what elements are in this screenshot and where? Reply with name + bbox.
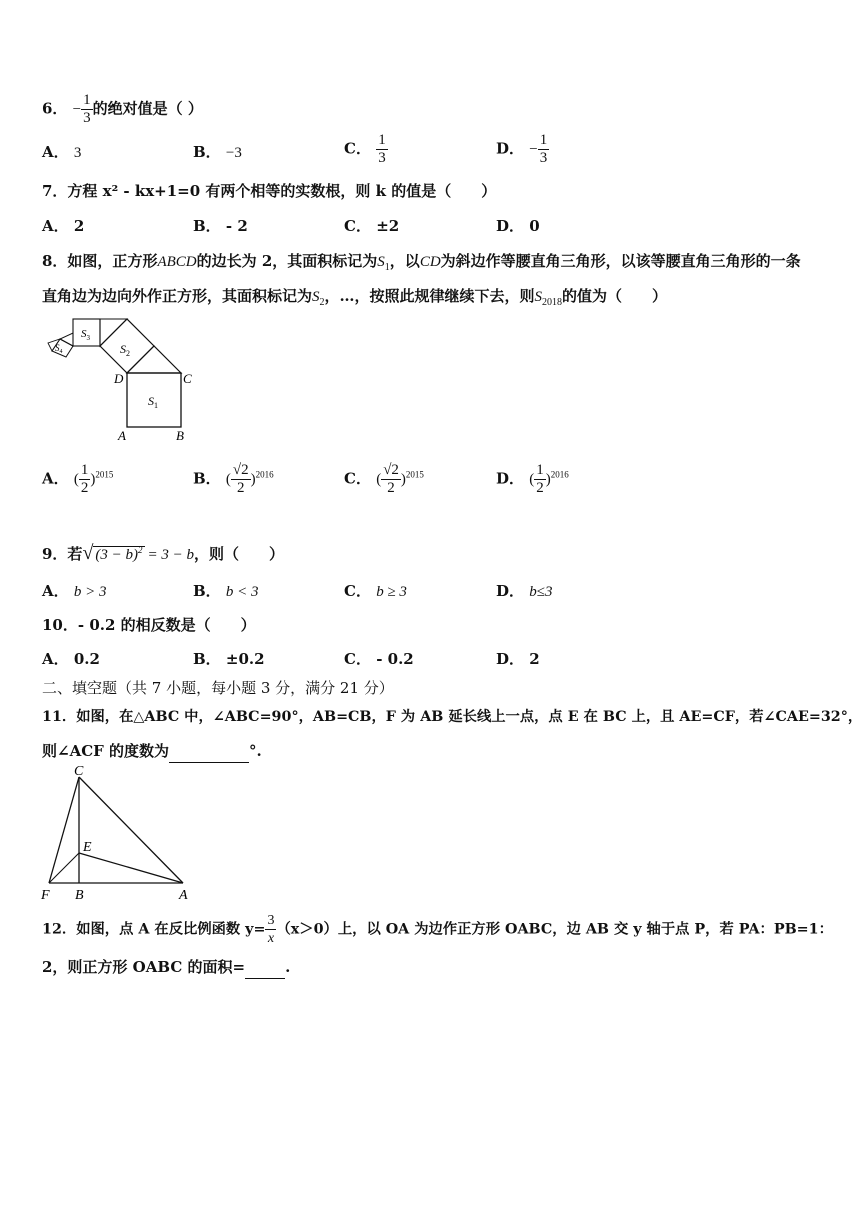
question-11-line-2: 则∠ACF 的度数为 °. — [42, 740, 262, 763]
vertex-d: D — [114, 371, 124, 386]
vertex-e: E — [83, 840, 92, 855]
option-a[interactable]: A． ( $\frac{1}{2}$ )$^{2015}$ — [42, 462, 114, 496]
question-7: 7．方程 x² - kx+1=0 有两个相等的实数根，则 k 的值是（ ） — [42, 182, 497, 200]
option-d[interactable]: D． 0 — [496, 217, 540, 235]
question-8-line-2: 直角边为边向外作正方形，其面积标记为$S_2$，…，按照此规律继续下去，则$S_{2018}$的值为（ ） — [42, 287, 668, 308]
option-d[interactable]: D． 2 — [496, 650, 540, 668]
option-d[interactable]: D． ( $\frac{1}{2}$ )$^{2016}$ — [496, 462, 569, 496]
option-b[interactable]: B． ±0.2 — [193, 650, 265, 668]
section-heading: 二、填空题（共 7 小题，每小题 3 分，满分 21 分） — [42, 679, 394, 697]
option-b[interactable]: B． - 2 — [193, 217, 248, 235]
option-d[interactable]: D． − $\frac{1}{3}$ — [496, 132, 548, 166]
option-a[interactable]: A． 3 — [42, 143, 82, 161]
option-a[interactable]: A． 0.2 — [42, 650, 100, 668]
option-c[interactable]: C． - 0.2 — [344, 650, 414, 668]
fraction: $\frac{1}{3}$ — [83, 92, 91, 126]
label-s4: $S_4$ — [55, 343, 63, 355]
option-b[interactable]: B． −3 — [193, 143, 242, 161]
vertex-f: F — [41, 888, 50, 903]
segment-ca — [79, 777, 183, 883]
label-s1: $S_1$ — [148, 394, 158, 410]
option-a[interactable]: A． 2 — [42, 217, 85, 235]
option-b[interactable]: B． b < 3 — [193, 582, 259, 600]
answer-blank[interactable] — [245, 956, 285, 979]
option-d[interactable]: D． b≤3 — [496, 582, 553, 600]
vertex-c: C — [74, 764, 84, 779]
question-number: 6． — [42, 99, 68, 118]
triangle-1 — [127, 346, 181, 373]
q8-figure — [40, 313, 200, 443]
answer-blank[interactable] — [169, 740, 249, 763]
option-c[interactable]: C． ( $\frac{√2}{2}$ )$^{2015}$ — [344, 462, 424, 496]
question-12-line-2: 2，则正方形 OABC 的面积= . — [42, 956, 290, 979]
q11-figure — [38, 763, 198, 903]
question-text: 的绝对值是（ ） — [92, 99, 203, 118]
vertex-a: A — [179, 888, 188, 903]
question-10: 10．- 0.2 的相反数是（ ） — [42, 616, 256, 634]
option-c[interactable]: C． b ≥ 3 — [344, 582, 407, 600]
square-s1 — [127, 373, 181, 427]
segment-cf — [49, 777, 79, 883]
square-s2 — [100, 319, 154, 373]
question-12-line-1: 12．如图，点 A 在反比例函数 y= $\frac{3}{x}$ （x＞0）上，以 OA 为边作正方形 OABC，边 AB 交 y 轴于点 P，若 PA：PB=1： — [42, 913, 833, 946]
vertex-b: B — [75, 888, 84, 903]
option-b[interactable]: B． ( $\frac{√2}{2}$ )$^{2016}$ — [193, 462, 274, 496]
option-c[interactable]: C． ±2 — [344, 217, 400, 235]
label-s2: $S_2$ — [120, 342, 130, 358]
question-6: 6． − $\frac{1}{3}$ 的绝对值是（ ） — [42, 92, 203, 126]
question-11-line-1: 11．如图，在△ABC 中，∠ABC=90°，AB=CB，F 为 AB 延长线上一点，点 E 在 BC 上，且 AE=CF，若∠CAE=32°， — [42, 709, 863, 725]
label-s3: $S_3$ — [81, 328, 90, 342]
vertex-c: C — [183, 371, 192, 386]
option-c[interactable]: C． $\frac{1}{3}$ — [344, 132, 386, 166]
question-9: 9．若√ $(3 - b)^2 = 3 - b$，则（ ） — [42, 542, 285, 564]
question-8-line-1: 8．如图，正方形ABCD的边长为 2，其面积标记为$S_1$，以CD为斜边作等腰直角三角形，以该等腰直角三角形的一条 — [42, 252, 801, 273]
option-a[interactable]: A． b > 3 — [42, 582, 107, 600]
vertex-a: A — [118, 428, 126, 443]
vertex-b: B — [176, 428, 184, 443]
